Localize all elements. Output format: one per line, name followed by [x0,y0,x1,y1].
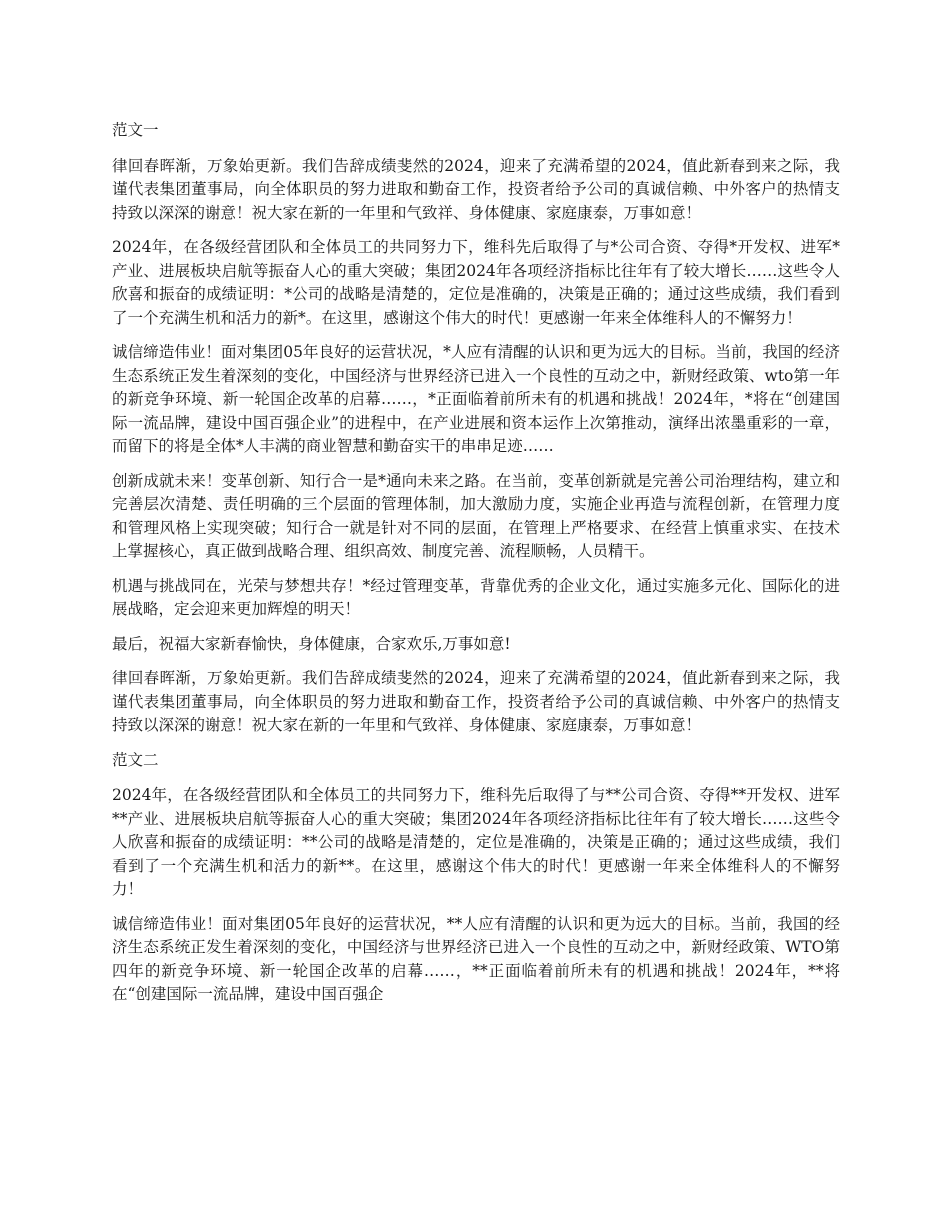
paragraph: 2024年，在各级经营团队和全体员工的共同努力下，维科先后取得了与**公司合资、夺得**开发权、进军**产业、进展板块启航等振奋人心的重大突破；集团2024年各项经济指标比往年有了较大增长……这些令人欣喜和振奋的成绩证明：**公司的战略是清楚的，定位是准确的，决策是正确的；通过这些成绩，我们看到了一个充满生机和活力的新**。在这里，感谢这个伟大的时代！更感谢一年来全体维科人的不懈努力！ [112,786,840,898]
paragraph: 诚信缔造伟业！面对集团05年良好的运营状况，**人应有清醒的认识和更为远大的目标。当前，我国的经济生态系统正发生着深刻的变化，中国经济与世界经济已进入一个良性的互动之中，新财经政策、WTO第四年的新竞争环境、新一轮国企改革的启幕……，**正面临着前所未有的机遇和挑战！2024年，**将在“创建国际一流品牌，建设中国百强企 [112,914,840,1003]
section-heading-2: 范文二 [112,750,159,769]
paragraph: 创新成就未来！变革创新、知行合一是*通向未来之路。在当前，变革创新就是完善公司治理结构，建立和完善层次清楚、责任明确的三个层面的管理体制，加大激励力度，实施企业再造与流程创新，在管理力度和管理风格上实现突破；知行合一就是针对不同的层面，在管理上严格要求、在经营上慎重求实、在技术上掌握核心，真正做到战略合理、组织高效、制度完善、流程顺畅，人员精干。 [112,471,840,560]
section-heading-1: 范文一 [112,121,159,139]
paragraph: 最后，祝福大家新春愉快，身体健康，合家欢乐,万事如意! [112,634,511,653]
paragraph: 律回春晖渐，万象始更新。我们告辞成绩斐然的2024，迎来了充满希望的2024，值此新春到来之际，我谨代表集团董事局，向全体职员的努力进取和勤奋工作，投资者给予公司的真诚信赖、中外客户的热情支持致以深深的谢意！祝大家在新的一年里和气致祥、身体健康、家庭康泰，万事如意！ [112,156,840,222]
paragraph: 诚信缔造伟业！面对集团05年良好的运营状况，*人应有清醒的认识和更为远大的目标。当前，我国的经济生态系统正发生着深刻的变化，中国经济与世界经济已进入一个良性的互动之中，新财经政策、wto第一年的新竞争环境、新一轮国企改革的启幕……，*正面临着前所未有的机遇和挑战！2024年，*将在“创建国际一流品牌，建设中国百强企业”的进程中，在产业进展和资本运作上次第推动，演绎出浓墨重彩的一章，而留下的将是全体*人丰满的商业智慧和勤奋实干的串串足迹…… [112,343,840,455]
paragraph: 律回春晖渐，万象始更新。我们告辞成绩斐然的2024，迎来了充满希望的2024，值此新春到来之际，我谨代表集团董事局，向全体职员的努力进取和勤奋工作，投资者给予公司的真诚信赖、中外客户的热情支持致以深深的谢意！祝大家在新的一年里和气致祥、身体健康、家庭康泰，万事如意！ [112,669,840,734]
paragraph: 机遇与挑战同在，光荣与梦想共存！*经过管理变革，背靠优秀的企业文化，通过实施多元化、国际化的进展战略，定会迎来更加辉煌的明天！ [112,576,840,618]
document-page [112,119,840,1018]
paragraph: 2024年，在各级经营团队和全体员工的共同努力下，维科先后取得了与*公司合资、夺得*开发权、进军*产业、进展板块启航等振奋人心的重大突破；集团2024年各项经济指标比往年有了较大增长……这些令人欣喜和振奋的成绩证明：*公司的战略是清楚的，定位是准确的，决策是正确的；通过这些成绩，我们看到了一个充满生机和活力的新*。在这里，感谢这个伟大的时代！更感谢一年来全体维科人的不懈努力！ [112,238,840,327]
